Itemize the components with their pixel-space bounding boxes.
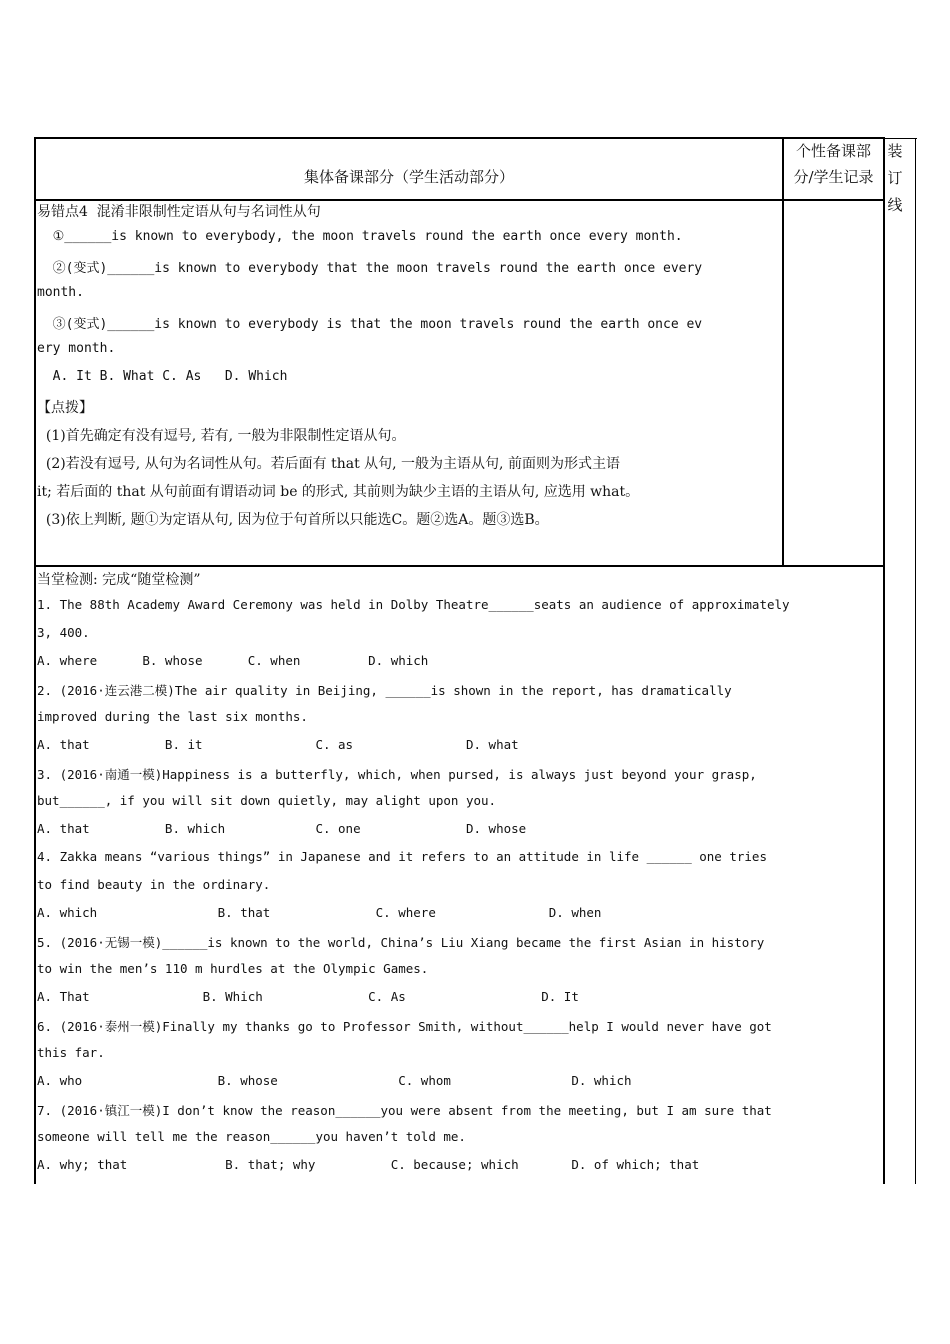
exercise-line: 7. (2016·镇江一模)I don’t know the reason______you were absent from the meeting, but I am sure that [37,1103,772,1118]
question-1: ①______is known to everybody, the moon travels round the earth once every month. [37,229,683,244]
exercise-line: 3, 400. [37,625,90,640]
answer-options: A. It B. What C. As D. Which [37,369,288,384]
check-heading: 当堂检测: 完成“随堂检测” [37,572,201,588]
exercise-line: 4. Zakka means “various things” in Japanese and it refers to an attitude in life ______ one tries [37,849,767,864]
exercise-line: 3. (2016·南通一模)Happiness is a butterfly, which, when pursed, is always just beyond your grasp, [37,767,757,782]
question-2: ②(变式)______is known to everybody that the moon travels round the earth once every [37,261,703,276]
table-top-border [34,137,885,139]
exercise-options: A. which B. that C. where D. when [37,905,602,920]
binding-divider [883,137,885,1184]
exercise-options: A. who B. whose C. whom D. which [37,1073,632,1088]
mistake-point-section [37,201,781,563]
section-title: 易错点4 混淆非限制性定语从句与名词性从句 [37,204,321,220]
personal-header-line1: 个性备课部 [795,142,871,160]
question-3-cont: ery month. [37,341,116,356]
tip-2-cont: it; 若后面的 that 从句前面有谓语动词 be 的形式, 其前则为缺少主语的主语从句, 应选用 what。 [37,484,640,500]
right-border [915,138,916,1184]
binding-char-3: 线 [887,196,903,214]
exercise-line: 5. (2016·无锡一模)______is known to the world, China’s Liu Xiang became the first Asian in history [37,935,765,950]
exercise-line: 6. (2016·泰州一模)Finally my thanks go to Professor Smith, without______help I would never have got [37,1019,772,1034]
binding-char-2: 订 [887,169,903,187]
binding-char-1: 装 [887,142,903,160]
exercise-line: to find beauty in the ordinary. [37,877,271,892]
question-3: ③(变式)______is known to everybody is that the moon travels round the earth once ev [37,317,703,332]
left-border [34,137,36,1184]
exercise-line: but______, if you will sit down quietly, may alight upon you. [37,793,497,808]
exercise-line: someone will tell me the reason______you haven’t told me. [37,1129,466,1144]
exercise-line: improved during the last six months. [37,709,308,724]
exercise-options: A. that B. it C. as D. what [37,737,519,752]
personal-header-line2: 分/学生记录 [793,168,874,186]
question-2-cont: month. [37,285,84,300]
exercise-options: A. why; that B. that; why C. because; which D. of which; that [37,1157,700,1172]
exercise-line: 1. The 88th Academy Award Ceremony was held in Dolby Theatre______seats an audience of approximately [37,597,790,612]
collective-header: 集体备课部分（学生活动部分） [303,168,514,186]
tips-heading: 【点拨】 [37,400,93,416]
exercise-line: to win the men’s 110 m hurdles at the Olympic Games. [37,961,429,976]
tip-2: (2)若没有逗号, 从句为名词性从句。若后面有 that 从句, 一般为主语从句, 前面则为形式主语 [37,456,620,472]
column-divider [782,137,784,567]
tip-3: (3)依上判断, 题①为定语从句, 因为位于句首所以只能选C。题②选A。题③选B。 [37,512,549,528]
section-divider [34,565,885,567]
exercise-options: A. where B. whose C. when D. which [37,653,429,668]
exercise-options: A. that B. which C. one D. whose [37,821,527,836]
exercise-options: A. That B. Which C. As D. It [37,989,579,1004]
exercise-line: 2. (2016·连云港二模)The air quality in Beijing, ______is shown in the report, has dramatically [37,683,732,698]
tip-1: (1)首先确定有没有逗号, 若有, 一般为非限制性定语从句。 [37,428,406,444]
exercise-line: this far. [37,1045,105,1060]
classroom-check-section [37,569,882,1184]
